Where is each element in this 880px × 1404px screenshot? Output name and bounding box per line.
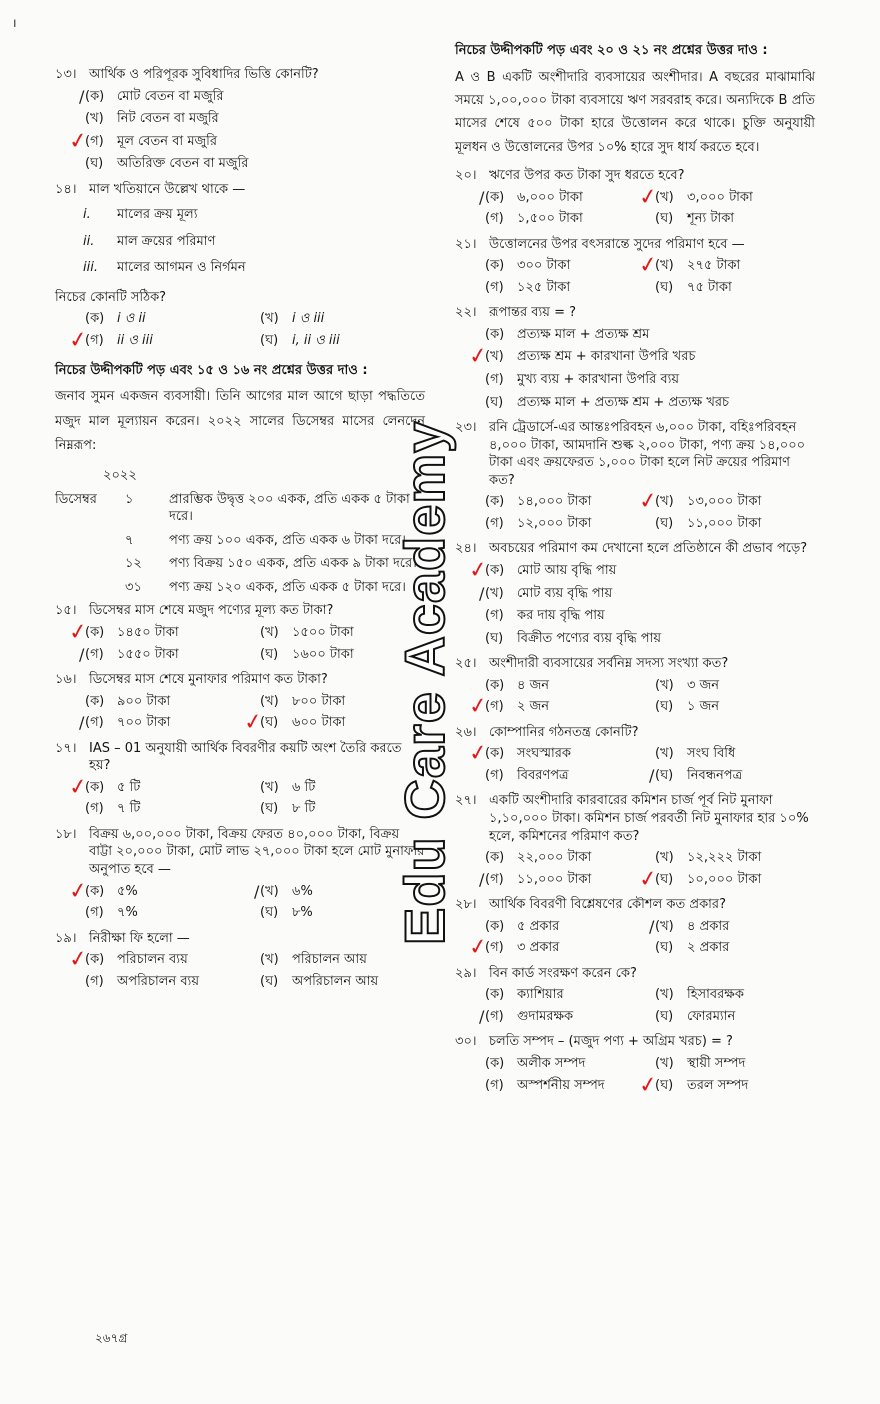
option-ga: (গ) অস্পর্শনীয় সম্পদ xyxy=(485,1077,605,1093)
question-text: একটি অংশীদারি কারবারের কমিশন চার্জ পূর্ব নিট মুনাফা ১,১০,০০০ টাকা। কমিশন চার্জ পরবর্তী নিট মুনাফার হার ১০% হলে, কমিশনের পরিমাণ কত? xyxy=(489,793,809,844)
option-ga: (গ) ১২,০০০ টাকা xyxy=(485,515,592,531)
option-ka: (ক) ৩০০ টাকা xyxy=(485,258,571,274)
red-check-icon: ✓ xyxy=(637,865,660,893)
option-ga: (গ) কর দায় বৃদ্ধি পায় xyxy=(485,608,605,624)
question-21 xyxy=(455,236,815,297)
option-ga: ✓ (গ) ii ও iii xyxy=(85,332,250,350)
option-ga: (গ) মুখ্য ব্যয় + কারখানা উপরি ব্যয় xyxy=(485,372,680,388)
question-number: ২৬। xyxy=(455,724,477,740)
red-check-icon: ✓ xyxy=(67,877,90,905)
red-check-icon: ✓ xyxy=(467,934,490,962)
question-number: ১৬। xyxy=(55,672,77,688)
option-gha: (ঘ) প্রত্যক্ষ মাল + প্রত্যক্ষ শ্রম + প্রত্যক্ষ খরচ xyxy=(485,394,730,410)
left-column xyxy=(55,66,425,998)
question-22 xyxy=(455,304,815,411)
question-28 xyxy=(455,896,815,962)
question-15 xyxy=(55,602,425,663)
question-text: ডিসেম্বর মাস শেষে মুনাফার পরিমাণ কত টাকা? xyxy=(89,672,328,688)
option-gha: (ঘ) ১১,০০০ টাকা xyxy=(655,515,762,531)
question-text: চলতি সম্পদ – (মজুদ পণ্য + অগ্রিম খরচ) = ? xyxy=(489,1034,733,1050)
statement-iii: iii. মালের আগমন ও নির্গমন xyxy=(83,260,246,276)
option-ka: / (ক) মোট বেতন বা মজুরি xyxy=(79,86,224,106)
red-check-icon: ✓ xyxy=(637,183,660,211)
option-gha: (ঘ) ১ জন xyxy=(655,699,719,715)
option-kha: (খ) হিসাবরক্ষক xyxy=(655,987,744,1003)
option-ka: (ক) ২২,০০০ টাকা xyxy=(485,850,592,866)
option-kha: (খ) ৩ জন xyxy=(655,677,719,693)
strike-mark-icon: / xyxy=(79,86,85,106)
question-text: বিন কার্ড সংরক্ষণ করেন কে? xyxy=(489,965,637,981)
question-number: ৩০। xyxy=(455,1034,477,1050)
option-gha: (ঘ) ৭৫ টাকা xyxy=(655,279,732,295)
red-check-icon: ✓ xyxy=(242,709,265,737)
strike-mark-icon: / xyxy=(479,869,485,889)
transaction-row: ৩১ পণ্য ক্রয় ১২০ একক, প্রতি একক ৫ টাকা দরে। xyxy=(125,579,406,595)
question-number: ১৮। xyxy=(55,826,77,842)
question-number: ১৫। xyxy=(55,603,77,619)
question-text: রনি ট্রেডার্সে-এর আন্তঃপরিবহন ৬,০০০ টাকা, বহিঃপরিবহন ৪,০০০ টাকা, আমদানি শুল্ক ২,০০০ টাকা, পণ্য ক্রয় ১৪,০০০ টাকা এবং ক্রয়ফেরত ১,০০০ টাকা হলে নিট ক্রয়ের পরিমাণ কত? xyxy=(489,420,806,488)
stimulus-year: ২০২২ xyxy=(103,468,137,484)
option-gha: (ঘ) i, ii ও iii xyxy=(260,333,340,349)
question-18 xyxy=(55,826,425,922)
question-text: মাল খতিয়ানে উল্লেখ থাকে — xyxy=(89,181,246,197)
option-ka: ✓ (ক) পরিচালন ব্যয় xyxy=(85,951,250,969)
option-ka: (ক) অলীক সম্পদ xyxy=(485,1055,586,1071)
question-14 xyxy=(55,181,425,355)
option-gha: (ঘ) অতিরিক্ত বেতন বা মজুরি xyxy=(85,156,249,172)
question-17 xyxy=(55,740,425,818)
option-ga: (গ) ১,৫০০ টাকা xyxy=(485,211,583,227)
question-text: আর্থিক বিবরণী বিশ্লেষণের কৌশল কত প্রকার? xyxy=(489,897,726,913)
question-prompt: নিচের কোনটি সঠিক? xyxy=(55,289,167,305)
red-check-icon: ✓ xyxy=(637,1071,660,1099)
question-number: ২৫। xyxy=(455,656,477,672)
option-ka: (ক) i ও ii xyxy=(85,311,146,327)
question-text: আর্থিক ও পরিপূরক সুবিধাদির ভিত্তি কোনটি? xyxy=(89,67,319,82)
option-ga: (গ) ৭% xyxy=(85,905,138,921)
option-gha: ✓ (ঘ) তরল সম্পদ xyxy=(655,1077,815,1095)
question-24 xyxy=(455,540,815,647)
question-25 xyxy=(455,655,815,721)
question-19 xyxy=(55,930,425,991)
question-text: IAS – 01 অনুযায়ী আর্থিক বিবরণীর কয়টি অংশ তৈরি করতে হয়? xyxy=(89,740,402,774)
option-gha: (ঘ) ২ প্রকার xyxy=(655,940,730,956)
transaction-table xyxy=(55,491,425,597)
option-kha: (খ) নিট বেতন বা মজুরি xyxy=(85,111,219,127)
option-ga: ✓ (গ) ২ জন xyxy=(485,698,645,716)
strike-mark-icon: / xyxy=(79,644,85,664)
question-number: ২২। xyxy=(455,305,477,321)
option-ga: / (গ) ৭০০ টাকা xyxy=(79,713,171,733)
option-ka: (ক) ক্যাশিয়ার xyxy=(485,987,564,1003)
strike-mark-icon: / xyxy=(79,713,85,733)
option-ka: ✓ (ক) মোট আয় বৃদ্ধি পায় xyxy=(485,562,815,580)
option-kha: (খ) পরিচালন আয় xyxy=(260,952,367,968)
option-gha: (ঘ) শূন্য টাকা xyxy=(655,211,735,227)
strike-mark-icon: / xyxy=(649,916,655,936)
option-kha: (খ) ৬ টি xyxy=(260,779,316,795)
statement-i: i. মালের ক্রয় মূল্য xyxy=(83,207,198,223)
red-check-icon: ✓ xyxy=(67,773,90,801)
red-check-icon: ✓ xyxy=(467,693,490,721)
option-ka: ✓ (ক) ৫ টি xyxy=(85,779,250,797)
stimulus-text: A ও B একটি অংশীদারি ব্যবসায়ের অংশীদার। A বছরের মাঝামাঝি সময়ে ১,০০,০০০ টাকা ব্যবসায়ে ঋণ সরবরাহ করে। অন্যদিকে B প্রতি মাসের শেষে ৫০০ টাকা হারে উত্তোলন করে থাকে। চুক্তি অনুযায়ী মূলধন ও উত্তোলনের উপর ১০% হারে সুদ ধার্য করতে হবে। xyxy=(455,69,815,155)
option-ka: (ক) ৯০০ টাকা xyxy=(85,693,171,709)
option-gha: (ঘ) বিক্রীত পণ্যের ব্যয় বৃদ্ধি পায় xyxy=(485,630,662,646)
option-ga: / (গ) গুদামরক্ষক xyxy=(479,1006,574,1026)
transaction-row: ডিসেম্বর ১ প্রারম্ভিক উদ্বৃত্ত ২০০ একক, প্রতি একক ৫ টাকা দরে। xyxy=(55,491,410,525)
question-text: ডিসেম্বর মাস শেষে মজুদ পণ্যের মূল্য কত টাকা? xyxy=(89,603,334,619)
option-ka: (ক) ৪ জন xyxy=(485,677,549,693)
option-ga: ✓ (গ) মূল বেতন বা মজুরি xyxy=(85,133,425,151)
question-16 xyxy=(55,671,425,737)
option-gha: (ঘ) ফোরম্যান xyxy=(655,1008,736,1024)
option-ka: / (ক) ৬,০০০ টাকা xyxy=(479,187,583,207)
option-gha: (ঘ) ৮% xyxy=(260,905,313,921)
option-ka: (ক) ৫ প্রকার xyxy=(485,918,560,934)
question-number: ২৮। xyxy=(455,897,477,913)
red-check-icon: ✓ xyxy=(67,326,90,355)
transaction-row: ১২ পণ্য বিক্রয় ১৫০ একক, প্রতি একক ৯ টাকা দরে। xyxy=(125,556,417,572)
question-text: রূপান্তর ব্যয় = ? xyxy=(489,305,577,321)
stimulus-heading: নিচের উদ্দীপকটি পড় এবং ১৫ ও ১৬ নং প্রশ্নের উত্তর দাও : xyxy=(55,362,368,378)
right-column xyxy=(455,42,815,1102)
option-kha: / (খ) ৬% xyxy=(254,881,313,901)
option-ka: ✓ (ক) ৫% xyxy=(85,883,250,901)
red-check-icon: ✓ xyxy=(67,618,90,647)
question-number: ২৩। xyxy=(455,420,477,436)
stimulus-text: জনাব সুমন একজন ব্যবসায়ী। তিনি আগের মাল আগে ছাড়া পদ্ধতিতে মজুদ মাল মূল্যায়ন করেন। ২০২২ সালের ডিসেম্বর মাসের লেনদেন নিম্নরূপ: xyxy=(55,389,425,454)
option-ga: / (গ) ১৫৫০ টাকা xyxy=(79,644,179,664)
question-26 xyxy=(455,724,815,785)
option-kha: ✓ (খ) ২৭৫ টাকা xyxy=(655,257,815,275)
option-kha: ✓ (খ) ১৩,০০০ টাকা xyxy=(655,493,815,511)
question-text: নিরীক্ষা ফি হলো — xyxy=(89,930,190,946)
option-ga: (গ) ১২৫ টাকা xyxy=(485,279,571,295)
strike-mark-icon: / xyxy=(649,765,655,785)
question-number: ১৪। xyxy=(55,181,77,197)
question-text: ঋণের উপর কত টাকা সুদ ধরতে হবে? xyxy=(489,168,685,184)
question-text: কোম্পানির গঠনতন্ত্র কোনটি? xyxy=(489,724,639,740)
strike-mark-icon: / xyxy=(254,881,260,901)
option-gha: (ঘ) ১৬০০ টাকা xyxy=(260,646,354,662)
page-footer: ২৬৭গ্র xyxy=(95,1331,128,1345)
month-label: ডিসেম্বর xyxy=(55,491,97,507)
question-23 xyxy=(455,419,815,532)
question-text: অংশীদারী ব্যবসায়ের সর্বনিম্ন সদস্য সংখ্যা কত? xyxy=(489,656,729,672)
question-29 xyxy=(455,965,815,1026)
question-27 xyxy=(455,792,815,893)
question-text: উত্তোলনের উপর বৎসরান্তে সুদের পরিমাণ হবে — xyxy=(489,236,745,252)
option-ka: ✓ (ক) সংঘস্মারক xyxy=(485,745,645,763)
question-number: ২০। xyxy=(455,168,477,184)
strike-mark-icon: / xyxy=(479,187,485,207)
red-check-icon: ✓ xyxy=(637,488,660,516)
top-mark: । xyxy=(12,16,17,30)
option-kha: (খ) ৮০০ টাকা xyxy=(260,693,346,709)
question-20 xyxy=(455,167,815,228)
question-number: ১৭। xyxy=(55,740,77,756)
option-kha: (খ) ১৫০০ টাকা xyxy=(260,625,354,640)
option-gha: / (ঘ) নিবন্ধনপত্র xyxy=(649,765,743,785)
red-check-icon: ✓ xyxy=(67,946,90,974)
option-ga: / (গ) ১১,০০০ টাকা xyxy=(479,869,592,889)
question-number: ২৪। xyxy=(455,541,477,557)
question-text: বিক্রয় ৬,০০,০০০ টাকা, বিক্রয় ফেরত ৪০,০০০ টাকা, বিক্রয় বাট্টা ২০,০০০ টাকা, মোট লাভ ২৭,০০০ টাকা হলে মোট মুনাফার অনুপাত হবে — xyxy=(89,826,425,878)
option-ga: (গ) বিবরণপত্র xyxy=(485,767,569,783)
option-ka: ✓ (ক) ১৪৫০ টাকা xyxy=(85,624,250,642)
option-gha: (ঘ) ৮ টি xyxy=(260,801,316,817)
option-kha: ✓ (খ) ৩,০০০ টাকা xyxy=(655,189,815,207)
statement-ii: ii. মাল ক্রয়ের পরিমাণ xyxy=(83,233,216,249)
option-ga: ✓ (গ) ৩ প্রকার xyxy=(485,939,645,957)
question-text: অবচয়ের পরিমাণ কম দেখানো হলে প্রতিষ্ঠানে কী প্রভাব পড়ে? xyxy=(489,541,808,557)
option-kha: (খ) স্থায়ী সম্পদ xyxy=(655,1055,746,1071)
question-30 xyxy=(455,1033,815,1099)
option-kha: (খ) সংঘ বিধি xyxy=(655,746,736,762)
red-check-icon: ✓ xyxy=(67,127,90,155)
watermark: Edu Care Academy xyxy=(393,420,456,945)
red-check-icon: ✓ xyxy=(467,740,490,768)
stimulus-heading: নিচের উদ্দীপকটি পড় এবং ২০ ও ২১ নং প্রশ্নের উত্তর দাও : xyxy=(455,43,768,58)
option-kha: ✓ (খ) প্রত্যক্ষ শ্রম + কারখানা উপরি খরচ xyxy=(485,348,815,366)
option-ga: (গ) অপরিচালন ব্যয় xyxy=(85,973,199,989)
strike-mark-icon: / xyxy=(479,583,485,603)
question-number: ১৩। xyxy=(55,67,77,82)
option-gha: ✓ (ঘ) ১০,০০০ টাকা xyxy=(655,871,815,889)
red-check-icon: ✓ xyxy=(637,252,660,280)
question-number: ১৯। xyxy=(55,930,77,946)
question-number: ২১। xyxy=(455,236,477,252)
option-gha: ✓ (ঘ) ৬০০ টাকা xyxy=(260,714,425,732)
option-ka: (ক) প্রত্যক্ষ মাল + প্রত্যক্ষ শ্রম xyxy=(485,326,650,342)
transaction-row: ৭ পণ্য ক্রয় ১০০ একক, প্রতি একক ৬ টাকা দরে। xyxy=(125,532,406,548)
strike-mark-icon: / xyxy=(479,1006,485,1026)
stimulus-2 xyxy=(455,42,815,159)
option-ka: (ক) ১৪,০০০ টাকা xyxy=(485,494,592,510)
stimulus-1 xyxy=(55,362,425,597)
red-check-icon: ✓ xyxy=(467,343,490,371)
option-kha: (খ) i ও iii xyxy=(260,311,325,327)
question-number: ২৭। xyxy=(455,793,477,809)
option-kha: / (খ) ৪ প্রকার xyxy=(649,916,730,936)
option-kha: / (খ) মোট ব্যয় বৃদ্ধি পায় xyxy=(479,583,613,603)
option-ga: (গ) ৭ টি xyxy=(85,801,141,817)
option-kha: (খ) ১২,২২২ টাকা xyxy=(655,850,762,866)
option-gha: (ঘ) অপরিচালন আয় xyxy=(260,973,379,989)
question-13 xyxy=(55,66,425,173)
red-check-icon: ✓ xyxy=(467,556,490,585)
question-number: ২৯। xyxy=(455,965,477,981)
